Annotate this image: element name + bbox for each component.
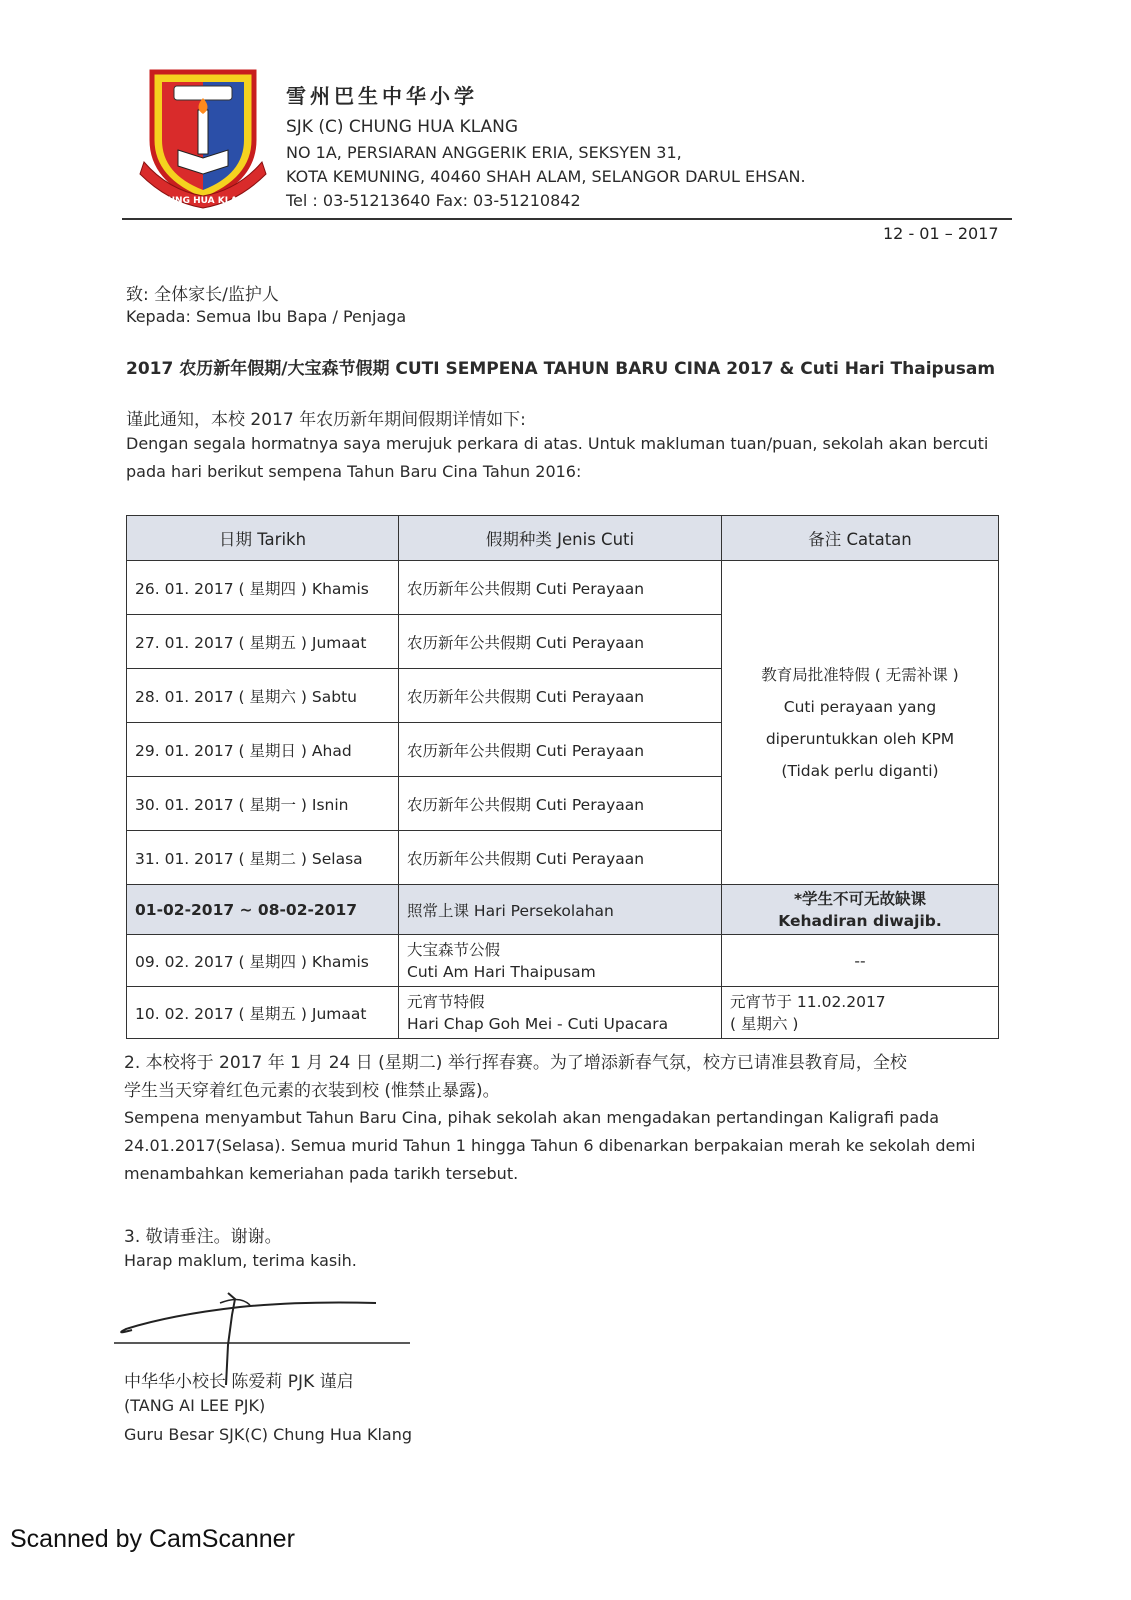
letter-subject: 2017 农历新年假期/大宝森节假期 CUTI SEMPENA TAHUN BARU CINA 2017 & Cuti Hari Thaipusam	[126, 359, 996, 379]
holiday-note-line2: Cuti perayaan yang	[783, 697, 937, 716]
thaipusam-row	[127, 935, 999, 987]
paragraph3-malay: Harap maklum, terima kasih.	[124, 1251, 357, 1270]
row-type: 农历新年公共假期 Cuti Perayaan	[399, 831, 722, 885]
row-date: 30. 01. 2017 ( 星期一 ) Isnin	[127, 777, 399, 831]
chapgohmei-row	[127, 987, 999, 1039]
school-name-chinese: 雪州巴生中华小学	[286, 84, 478, 108]
paragraph2-malay-line2: 24.01.2017(Selasa). Semua murid Tahun 1 hingga Tahun 6 dibenarkan berpakaian merah ke sekolah demi	[124, 1136, 976, 1155]
row-type: 农历新年公共假期 Cuti Perayaan	[399, 723, 722, 777]
holiday-table	[126, 515, 999, 1039]
row-date: 26. 01. 2017 ( 星期四 ) Khamis	[127, 561, 399, 615]
header-date: 日期 Tarikh	[127, 516, 399, 561]
school-contact: Tel : 03-51213640 Fax: 03-51210842	[286, 191, 581, 210]
chapgohmei-type-ms: Hari Chap Goh Mei - Cuti Upacara	[407, 1014, 669, 1033]
row-type: 农历新年公共假期 Cuti Perayaan	[399, 615, 722, 669]
school-days-type: 照常上课 Hari Persekolahan	[399, 885, 722, 935]
signoff-chinese: 中华华小校长 陈爱莉 PJK 谨启	[124, 1372, 354, 1392]
thaipusam-type	[399, 935, 722, 987]
chapgohmei-date: 10. 02. 2017 ( 星期五 ) Jumaat	[127, 987, 399, 1039]
thaipusam-type-ms: Cuti Am Hari Thaipusam	[407, 962, 596, 981]
holiday-note-line1: 教育局批准特假 ( 无需补课 )	[761, 665, 959, 684]
letter-date: 12 - 01 – 2017	[883, 224, 999, 243]
thaipusam-type-cn: 大宝森节公假	[407, 940, 501, 959]
chapgohmei-note	[722, 987, 999, 1039]
paragraph2-chinese-line2: 学生当天穿着红色元素的衣装到校 (惟禁止暴露)。	[124, 1081, 500, 1101]
table-row	[127, 561, 999, 615]
chapgohmei-note-line1: 元宵节于 11.02.2017	[730, 992, 886, 1011]
row-type: 农历新年公共假期 Cuti Perayaan	[399, 561, 722, 615]
school-address-line2: KOTA KEMUNING, 40460 SHAH ALAM, SELANGOR DARUL EHSAN.	[286, 167, 806, 186]
thaipusam-date: 09. 02. 2017 ( 星期四 ) Khamis	[127, 935, 399, 987]
row-date: 27. 01. 2017 ( 星期五 ) Jumaat	[127, 615, 399, 669]
holiday-note-line3: diperuntukkan oleh KPM	[765, 729, 955, 748]
school-days-note	[722, 885, 999, 935]
row-type: 农历新年公共假期 Cuti Perayaan	[399, 669, 722, 723]
thaipusam-note: --	[722, 935, 999, 987]
logo-banner-text: CHUNG HUA KLANG	[153, 196, 253, 206]
letterhead-divider	[122, 218, 1012, 220]
header-type: 假期种类 Jenis Cuti	[399, 516, 722, 561]
signoff-title: Guru Besar SJK(C) Chung Hua Klang	[124, 1425, 413, 1444]
recipient-chinese: 致: 全体家长/监护人	[126, 285, 279, 305]
holiday-note-line4: (Tidak perlu diganti)	[781, 761, 939, 780]
paragraph2-malay-line1: Sempena menyambut Tahun Baru Cina, pihak sekolah akan mengadakan pertandingan Kaligrafi pada	[124, 1108, 940, 1127]
header-note: 备注 Catatan	[722, 516, 999, 561]
scanner-watermark: Scanned by CamScanner	[10, 1525, 295, 1553]
table-header-row	[127, 516, 999, 561]
row-date: 31. 01. 2017 ( 星期二 ) Selasa	[127, 831, 399, 885]
paragraph2-malay-line3: menambahkan kemeriahan pada tarikh tersebut.	[124, 1164, 519, 1183]
school-address-line1: NO 1A, PERSIARAN ANGGERIK ERIA, SEKSYEN 31,	[286, 143, 682, 162]
chapgohmei-type	[399, 987, 722, 1039]
chapgohmei-note-line2: ( 星期六 )	[730, 1014, 799, 1033]
school-name: SJK (C) CHUNG HUA KLANG	[286, 117, 519, 137]
intro-malay-line1: Dengan segala hormatnya saya merujuk perkara di atas. Untuk makluman tuan/puan, sekolah akan bercuti	[126, 434, 989, 453]
school-days-row	[127, 885, 999, 935]
holiday-note	[722, 561, 999, 885]
intro-chinese: 谨此通知，本校 2017 年农历新年期间假期详情如下:	[126, 410, 526, 430]
school-crest-logo	[138, 62, 268, 212]
school-days-date: 01-02-2017 ~ 08-02-2017	[127, 885, 399, 935]
chapgohmei-type-cn: 元宵节特假	[407, 992, 485, 1011]
row-date: 29. 01. 2017 ( 星期日 ) Ahad	[127, 723, 399, 777]
intro-malay-line2: pada hari berikut sempena Tahun Baru Cina Tahun 2016:	[126, 462, 582, 481]
school-days-note-line2: Kehadiran diwajib.	[778, 911, 942, 930]
recipient-malay: Kepada: Semua Ibu Bapa / Penjaga	[126, 307, 407, 326]
paragraph2-chinese-line1: 2. 本校将于 2017 年 1 月 24 日 (星期二) 举行挥春赛。为了增添新春气氛，校方已请准县教育局，全校	[124, 1053, 907, 1073]
paragraph3-chinese: 3. 敬请垂注。谢谢。	[124, 1227, 282, 1247]
school-days-note-line1: *学生不可无故缺课	[793, 889, 927, 908]
row-type: 农历新年公共假期 Cuti Perayaan	[399, 777, 722, 831]
signoff-name: (TANG AI LEE PJK)	[124, 1396, 266, 1415]
row-date: 28. 01. 2017 ( 星期六 ) Sabtu	[127, 669, 399, 723]
